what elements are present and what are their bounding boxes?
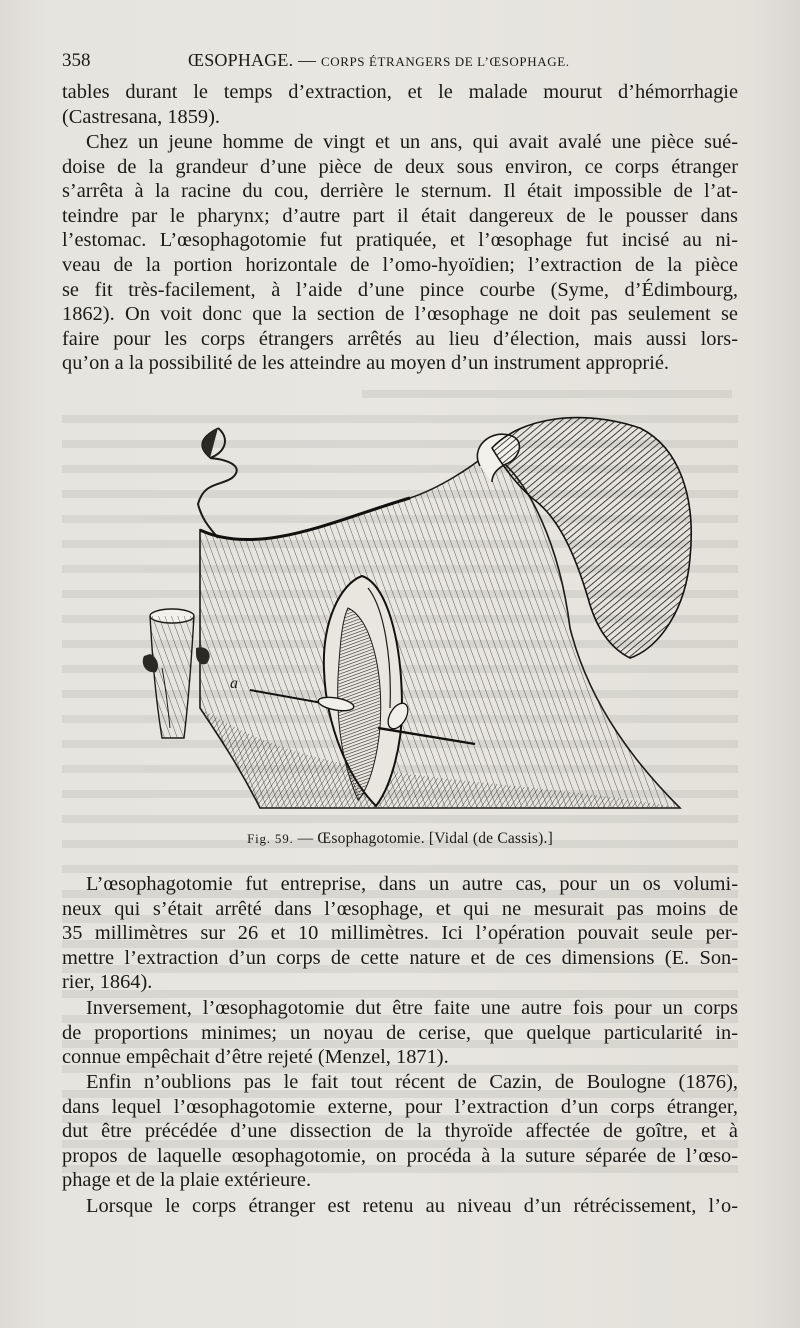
text-line: l’estomac. L’œsophagotomie fut pratiquée, et l’œsophage fut incisé au ni- — [62, 229, 738, 252]
text-line: se fit très-facilement, à l’aide d’une pince courbe (Syme, d’Édimbourg, — [62, 278, 738, 301]
text-line: 1862). On voit donc que la section de l’œsophage ne doit pas seulement se — [62, 303, 738, 326]
running-title-main: ŒSOPHAGE. — [188, 50, 294, 70]
text-line: 35 millimètres sur 26 et 10 millimètres. Ici l’opération pouvait seule per- — [62, 922, 738, 945]
text-line: dans lequel l’œsophagotomie externe, pour l’extraction d’un corps étranger, — [62, 1095, 738, 1118]
paragraph-5 — [62, 1070, 738, 1193]
figure-label-a: a — [230, 675, 238, 692]
text-line: (Castresana, 1859). — [62, 105, 220, 128]
page-number: 358 — [62, 50, 91, 71]
text-line: neux qui s’était arrêté dans l’œsophage, et qui ne mesurait pas moins de — [62, 897, 738, 920]
text-line: de proportions minimes; un noyau de cerise, que quelque particularité in- — [62, 1021, 738, 1044]
text-line: rier, 1864). — [62, 971, 153, 994]
text-line: veau de la portion horizontale de l’omo-hyoïdien; l’extraction de la pièce — [62, 253, 738, 276]
text-line: Enfin n’oublions pas le fait tout récent de Cazin, de Boulogne (1876), — [86, 1071, 738, 1093]
running-header — [62, 50, 738, 74]
text-line: mettre l’extraction d’un corps de cette nature et de ces dimensions (E. Son- — [62, 946, 738, 969]
text-line: propos de laquelle œsophagotomie, on procéda à la suture séparée de l’œso- — [62, 1144, 738, 1167]
figure-caption-text: — Œsophagotomie. [Vidal (de Cassis).] — [297, 830, 553, 847]
text-line: faire pour les corps étrangers arrêtés au lieu d’élection, mais aussi lors- — [62, 327, 738, 350]
text-line: dut être précédée d’une dissection de la thyroïde affectée de goître, et à — [62, 1120, 738, 1143]
text-line: teindre par le pharynx; d’autre part il était dangereux de le pousser dans — [62, 204, 738, 227]
paragraph-6 — [62, 1194, 738, 1219]
text-line: doise de la grandeur d’une pièce de deux sous environ, ce corps étranger — [62, 155, 738, 178]
text-line: phage et de la plaie extérieure. — [62, 1169, 312, 1192]
text-line: tables durant le temps d’extraction, et le malade mourut d’hémorrhagie — [62, 81, 738, 103]
paragraph-2 — [62, 130, 738, 376]
figure-caption — [0, 830, 800, 848]
text-line: Lorsque le corps étranger est retenu au niveau d’un rétrécissement, l’o- — [86, 1195, 738, 1217]
text-line: L’œsophagotomie fut entreprise, dans un autre cas, pour un os volumi- — [86, 873, 738, 895]
running-title — [188, 50, 570, 71]
text-line: s’arrêta à la racine du cou, derrière le sternum. Il était impossible de l’at- — [62, 180, 738, 203]
figure-number: Fig. 59. — [247, 831, 294, 846]
paragraph-4 — [62, 996, 738, 1070]
oesophagotomy-engraving — [140, 408, 700, 828]
text-line: connue empêchait d’être rejeté (Menzel, 1871). — [62, 1046, 449, 1069]
text-line: Chez un jeune homme de vingt et un ans, qui avait avalé une pièce sué- — [86, 131, 738, 153]
text-line: qu’on a la possibilité de les atteindre au moyen d’un instrument approprié. — [62, 352, 670, 375]
text-line: Inversement, l’œsophagotomie dut être faite une autre fois pour un corps — [86, 997, 738, 1019]
running-title-separator: — — [298, 50, 317, 70]
head-and-neck — [198, 418, 691, 808]
paragraph-3 — [62, 872, 738, 995]
paragraph-1 — [62, 80, 738, 129]
running-title-sub: CORPS ÉTRANGERS DE L’ŒSOPHAGE. — [320, 54, 570, 69]
